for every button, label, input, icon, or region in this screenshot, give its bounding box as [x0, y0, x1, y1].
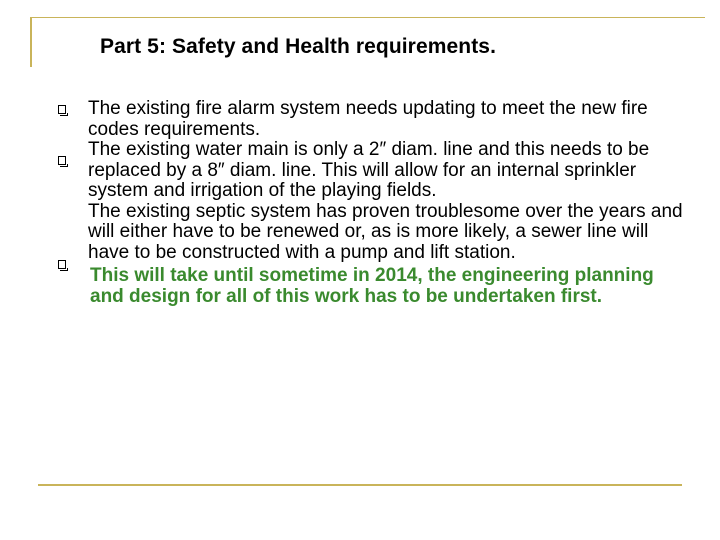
square-bullet-icon [58, 156, 66, 165]
bottom-rule [38, 484, 682, 486]
slide-body [88, 99, 688, 307]
timeline-note: This will take until sometime in 2014, the engineering planning and design for all of this work has to be undertaken first. [90, 265, 654, 307]
top-rule [30, 17, 705, 18]
left-rule [30, 17, 32, 67]
slide-title: Part 5: Safety and Health requirements. [100, 35, 497, 58]
bullet-text-water-main: The existing water main is only a 2″ diam. line and this needs to be replaced by a 8″ diam. line. This will allow for an internal sprinkler system and irrigation of the playing fields. [88, 139, 650, 201]
square-bullet-icon [58, 260, 66, 269]
square-bullet-icon [58, 105, 66, 114]
bullet-text-fire-alarm: The existing fire alarm system needs updating to meet the new fire codes requirements. [88, 98, 648, 140]
bullet-text-septic-system: The existing septic system has proven troublesome over the years and will either have to be renewed or, as is more likely, a sewer line will have to be constructed with a pump and lift station. [88, 200, 683, 263]
